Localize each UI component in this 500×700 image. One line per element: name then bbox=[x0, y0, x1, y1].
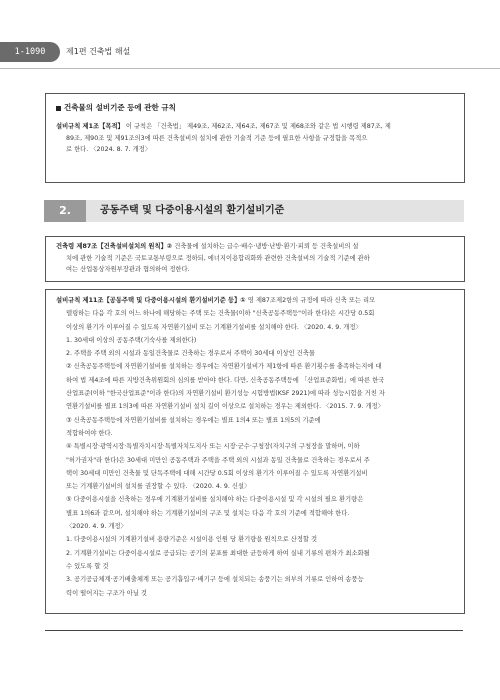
regulation-box-principle bbox=[45, 236, 465, 282]
page-number: 1-1090 bbox=[0, 42, 60, 62]
part-title: 제1편 건축법 해설 bbox=[66, 47, 131, 56]
article-label: 설비규칙 제1조【목적】 bbox=[56, 123, 124, 130]
page-header bbox=[0, 42, 500, 62]
regulation-box-purpose bbox=[45, 93, 465, 183]
article-purpose: 설비규칙 제1조【목적】 이 규칙은 「건축법」 제49조, 제62조, 제64조, 제67조 및 제68조와 같은 법 시행령 제87조, 제 89조, 제90조 및 제91조의3에 따른 건축설비의 설치에 관한 기술적 기준 등에 필요한 사항을 규정함을 목적으 로 한다. 〈2024. 8. 7. 개정〉 bbox=[56, 123, 391, 153]
square-bullet-icon bbox=[56, 106, 61, 111]
article-label: 설비규칙 제11조【공동주택 및 다중이용시설의 환기설비기준 등】① bbox=[56, 297, 246, 304]
article-principle: 건축령 제87조【건축설비설치의 원칙】② 건축물에 설치하는 급수·배수·냉방·난방·환기·피뢰 등 건축설비의 설 치에 관한 기술적 기준은 국토교통부령으로 정하되, 에너지이용합리화와 관련한 건축설비의 기술적 기준에 관하 여는 산업통상자원부장관과 협의하여 정한다. bbox=[56, 243, 370, 273]
header-divider bbox=[0, 68, 500, 69]
bottom-rule bbox=[45, 630, 463, 631]
article-ventilation: 설비규칙 제11조【공동주택 및 다중이용시설의 환기설비기준 등】① 영 제87조제2항의 규정에 따라 신축 또는 리모 델링하는 다음 각 호의 어느 하나에 해당하는 주택 또는 건축물(이하 "신축공동주택등"이라 한다)은 시간당 0.5회 이상의 환기가 이루어질 수 있도록 자연환기설비 또는 기계환기설비를 설치해야 한다. 〈2020. 4. 9. 개정〉 1. 30세대 이상의 공동주택(기숙사를 제외한다) 2. 주택을 주택 외의 시설과 동일건축물로 건축하는 경우로서 주택이 30세대 이상인 건축물 ② 신축공동주택등에 자연환기설비를 설치하는 경우에는 자연환기설비가 제1항에 따른 환기횟수를 충족하는지에 대 하여 법 제4조에 따른 지방건축위원회의 심의를 받아야 한다. 다만, 신축공동주택등에 「산업표준화법」에 따른 한국 산업표준(이하 "한국산업표준"이라 한다)의 자연환기설비 환기성능 시험방법(KSF 2921)에 따라 성능시험을 거친 자 연환기설비를 별표 1의3에 따른 자연환기설비 설치 길이 이상으로 설치하는 경우는 제외한다. 〈2015. 7. 9. 개정〉 ③ 신축공동주택등에 자연환기설비를 설치하는 경우에는 별표 1의4 또는 별표 1의5의 기준에 적합하여야 한다. ④ 특별시장·광역시장·특별자치시장·특별자치도지사 또는 시장·군수·구청장(자치구의 구청장을 말하며, 이하 "허가권자"라 한다)은 30세대 미만인 공동주택과 주택을 주택 외의 시설과 동일 건축물로 건축하는 경우로서 주 택이 30세대 미만인 건축물 및 단독주택에 대해 시간당 0.5회 이상의 환기가 이루어질 수 있도록 자연환기설비 또는 기계환기설비의 설치를 권장할 수 있다. 〈2020. 4. 9. 신설〉 ⑤ 다중이용시설을 신축하는 경우에 기계환기설비를 설치해야 하는 다중이용시설 및 각 시설의 필요 환기량은 별표 1의6과 같으며, 설치해야 하는 기계환기설비의 구조 및 설치는 다음 각 호의 기준에 적합해야 한다. 〈2020. 4. 9. 개정〉 1. 다중이용시설의 기계환기설비 용량기준은 시설이용 인원 당 환기량을 원칙으로 산정할 것 2. 기계환기설비는 다중이용시설로 공급되는 공기의 분포를 최대한 균등하게 하여 실내 기류의 편차가 최소화될 수 있도록 할 것 3. 공기공급체계·공기배출체계 또는 공기흡입구·배기구 등에 설치되는 송풍기는 외부의 기류로 인하여 송풍능 력이 떨어지는 구조가 아닐 것 bbox=[56, 297, 385, 597]
box-title: 건축물의 설비기준 등에 관한 규칙 bbox=[56, 102, 176, 113]
regulation-box-ventilation bbox=[45, 289, 465, 614]
section-number: 2. bbox=[44, 200, 86, 222]
article-label: 건축령 제87조【건축설비설치의 원칙】② bbox=[56, 243, 173, 250]
section-title: 공동주택 및 다중이용시설의 환기설비기준 bbox=[100, 205, 285, 216]
section-heading bbox=[44, 200, 464, 222]
